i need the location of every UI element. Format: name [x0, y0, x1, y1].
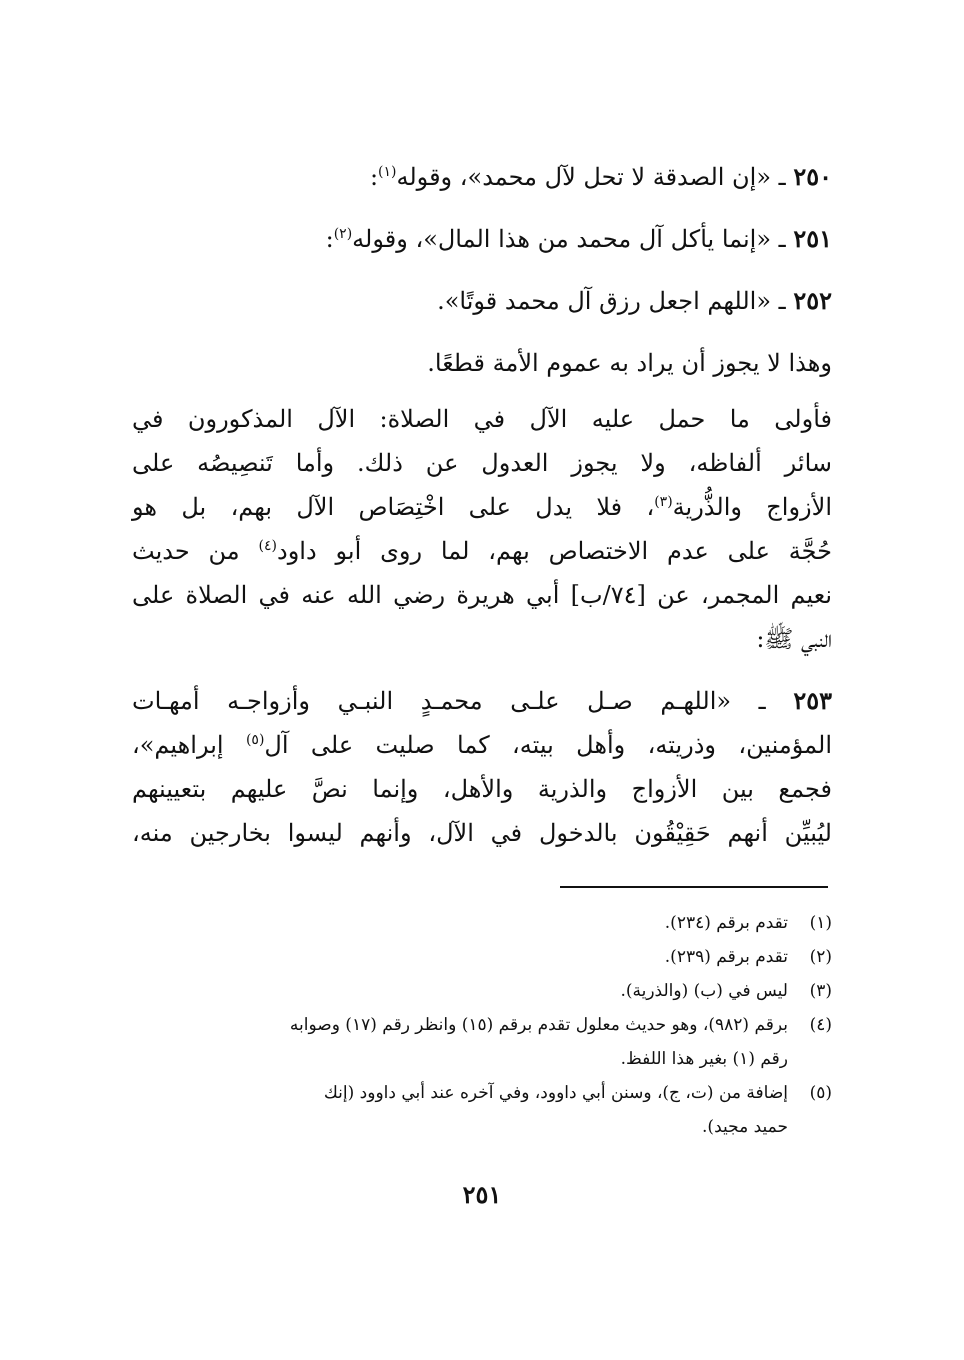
paragraph-line — [132, 730, 832, 774]
line-part: الأزواج والذُّرية — [672, 493, 832, 521]
line-part: من حديث — [132, 537, 259, 565]
footnote-5 — [132, 1076, 832, 1110]
footnote-ref[interactable]: (٤) — [258, 538, 277, 554]
footnotes — [132, 906, 832, 1144]
item-number: ٢٥٠ — [793, 162, 832, 191]
footnote-marker: (٣) — [809, 981, 832, 1001]
item-text: ـ «اللهم اجعل رزق آل محمد قوتًا». — [437, 287, 794, 315]
footnote-4 — [132, 1008, 832, 1042]
footnote-ref[interactable]: (٢) — [333, 226, 353, 242]
footnote-text: تقدم برقم (٢٣٩). — [664, 947, 788, 967]
paragraph-line: ليُبيِّن أنهم حَقِيْقُون بالدخول في الآل، وأنهم ليسوا بخارجين منه، — [132, 819, 832, 847]
paragraph-line — [132, 686, 832, 730]
footnote-marker: (١) — [809, 913, 832, 933]
item-250 — [132, 162, 832, 224]
footnote-5-continuation: حميد مجيد). — [702, 1117, 788, 1137]
item-253-block — [132, 686, 832, 862]
footnote-marker: (٥) — [809, 1083, 832, 1103]
paragraph-line: فجمع بين الأزواج والذرية والأهل، وإنما نصَّ عليهم بتعيينهم — [132, 775, 832, 803]
item-text: ـ «إن الصدقة لا تحل لآل محمد»، وقوله — [396, 163, 794, 191]
paragraph-line: نعيم المجمر، عن [٧٤/ب] أبي هريرة رضي الله عنه في الصلاة على — [132, 581, 832, 609]
paragraph-explanation — [132, 404, 832, 668]
footnote-separator — [560, 886, 828, 888]
footnote-4-continuation: رقم (١) بغير هذا اللفظ. — [620, 1049, 788, 1069]
footnote-2 — [132, 940, 832, 974]
line-part: حُجَّة على عدم الاختصاص بهم، لما روى أبو داود — [277, 537, 833, 565]
footnote-text: ليس في (ب) (والذرية). — [620, 981, 788, 1001]
paragraph-line: النبي ﷺ: — [756, 625, 832, 653]
item-text: ـ «إنما يأكل آل محمد من هذا المال»، وقوله — [352, 225, 794, 253]
footnote-ref[interactable]: (١) — [378, 164, 397, 180]
item-252 — [132, 286, 832, 348]
footnote-marker: (٤) — [809, 1015, 832, 1035]
footnote-ref[interactable]: (٥) — [245, 732, 265, 748]
footnote-text: برقم (٩٨٢)، وهو حديث معلول تقدم برقم (١٥) وانظر رقم (١٧) وصوابه — [289, 1015, 788, 1035]
statement-line: وهذا لا يجوز أن يراد به عموم الأمة قطعًا. — [427, 349, 832, 377]
item-number: ٢٥١ — [793, 224, 832, 253]
footnote-text: تقدم برقم (٢٣٤). — [664, 913, 788, 933]
paragraph-line — [132, 492, 832, 536]
quotes-block — [132, 162, 832, 410]
page-number: ٢٥١ — [462, 1180, 502, 1209]
line-part: المؤمنين، وذريته، وأهل بيته، كما صليت على آل — [264, 731, 833, 759]
paragraph-line: سائر ألفاظه، ولا يجوز العدول عن ذلك. وأما تَنصِيصُه على — [132, 449, 832, 477]
item-end: : — [369, 163, 379, 191]
footnote-1 — [132, 906, 832, 940]
footnote-3 — [132, 974, 832, 1008]
footnote-marker: (٢) — [809, 947, 832, 967]
item-251 — [132, 224, 832, 286]
paragraph-line — [132, 536, 832, 580]
footnote-ref[interactable]: (٣) — [654, 494, 673, 510]
line-part: ، فلا يدل على اخْتِصَاص الآل بهم، بل هو — [132, 493, 655, 521]
footnote-text: إضافة من (ت، ج)، وسنن أبي داوود، وفي آخره عند أبي داوود (إنك — [323, 1083, 788, 1103]
item-end: : — [325, 225, 334, 253]
line-part: ـ «اللهـم صـل علـى محمـدٍ النبـي وأزواجـه أمهـات — [132, 687, 794, 715]
paragraph-line: فأولى ما حمل عليه الآل في الصلاة: الآل المذكورون في — [132, 405, 832, 433]
item-number: ٢٥٢ — [793, 286, 832, 315]
line-part: إبراهيم»، — [132, 731, 246, 759]
item-number: ٢٥٣ — [793, 686, 832, 715]
